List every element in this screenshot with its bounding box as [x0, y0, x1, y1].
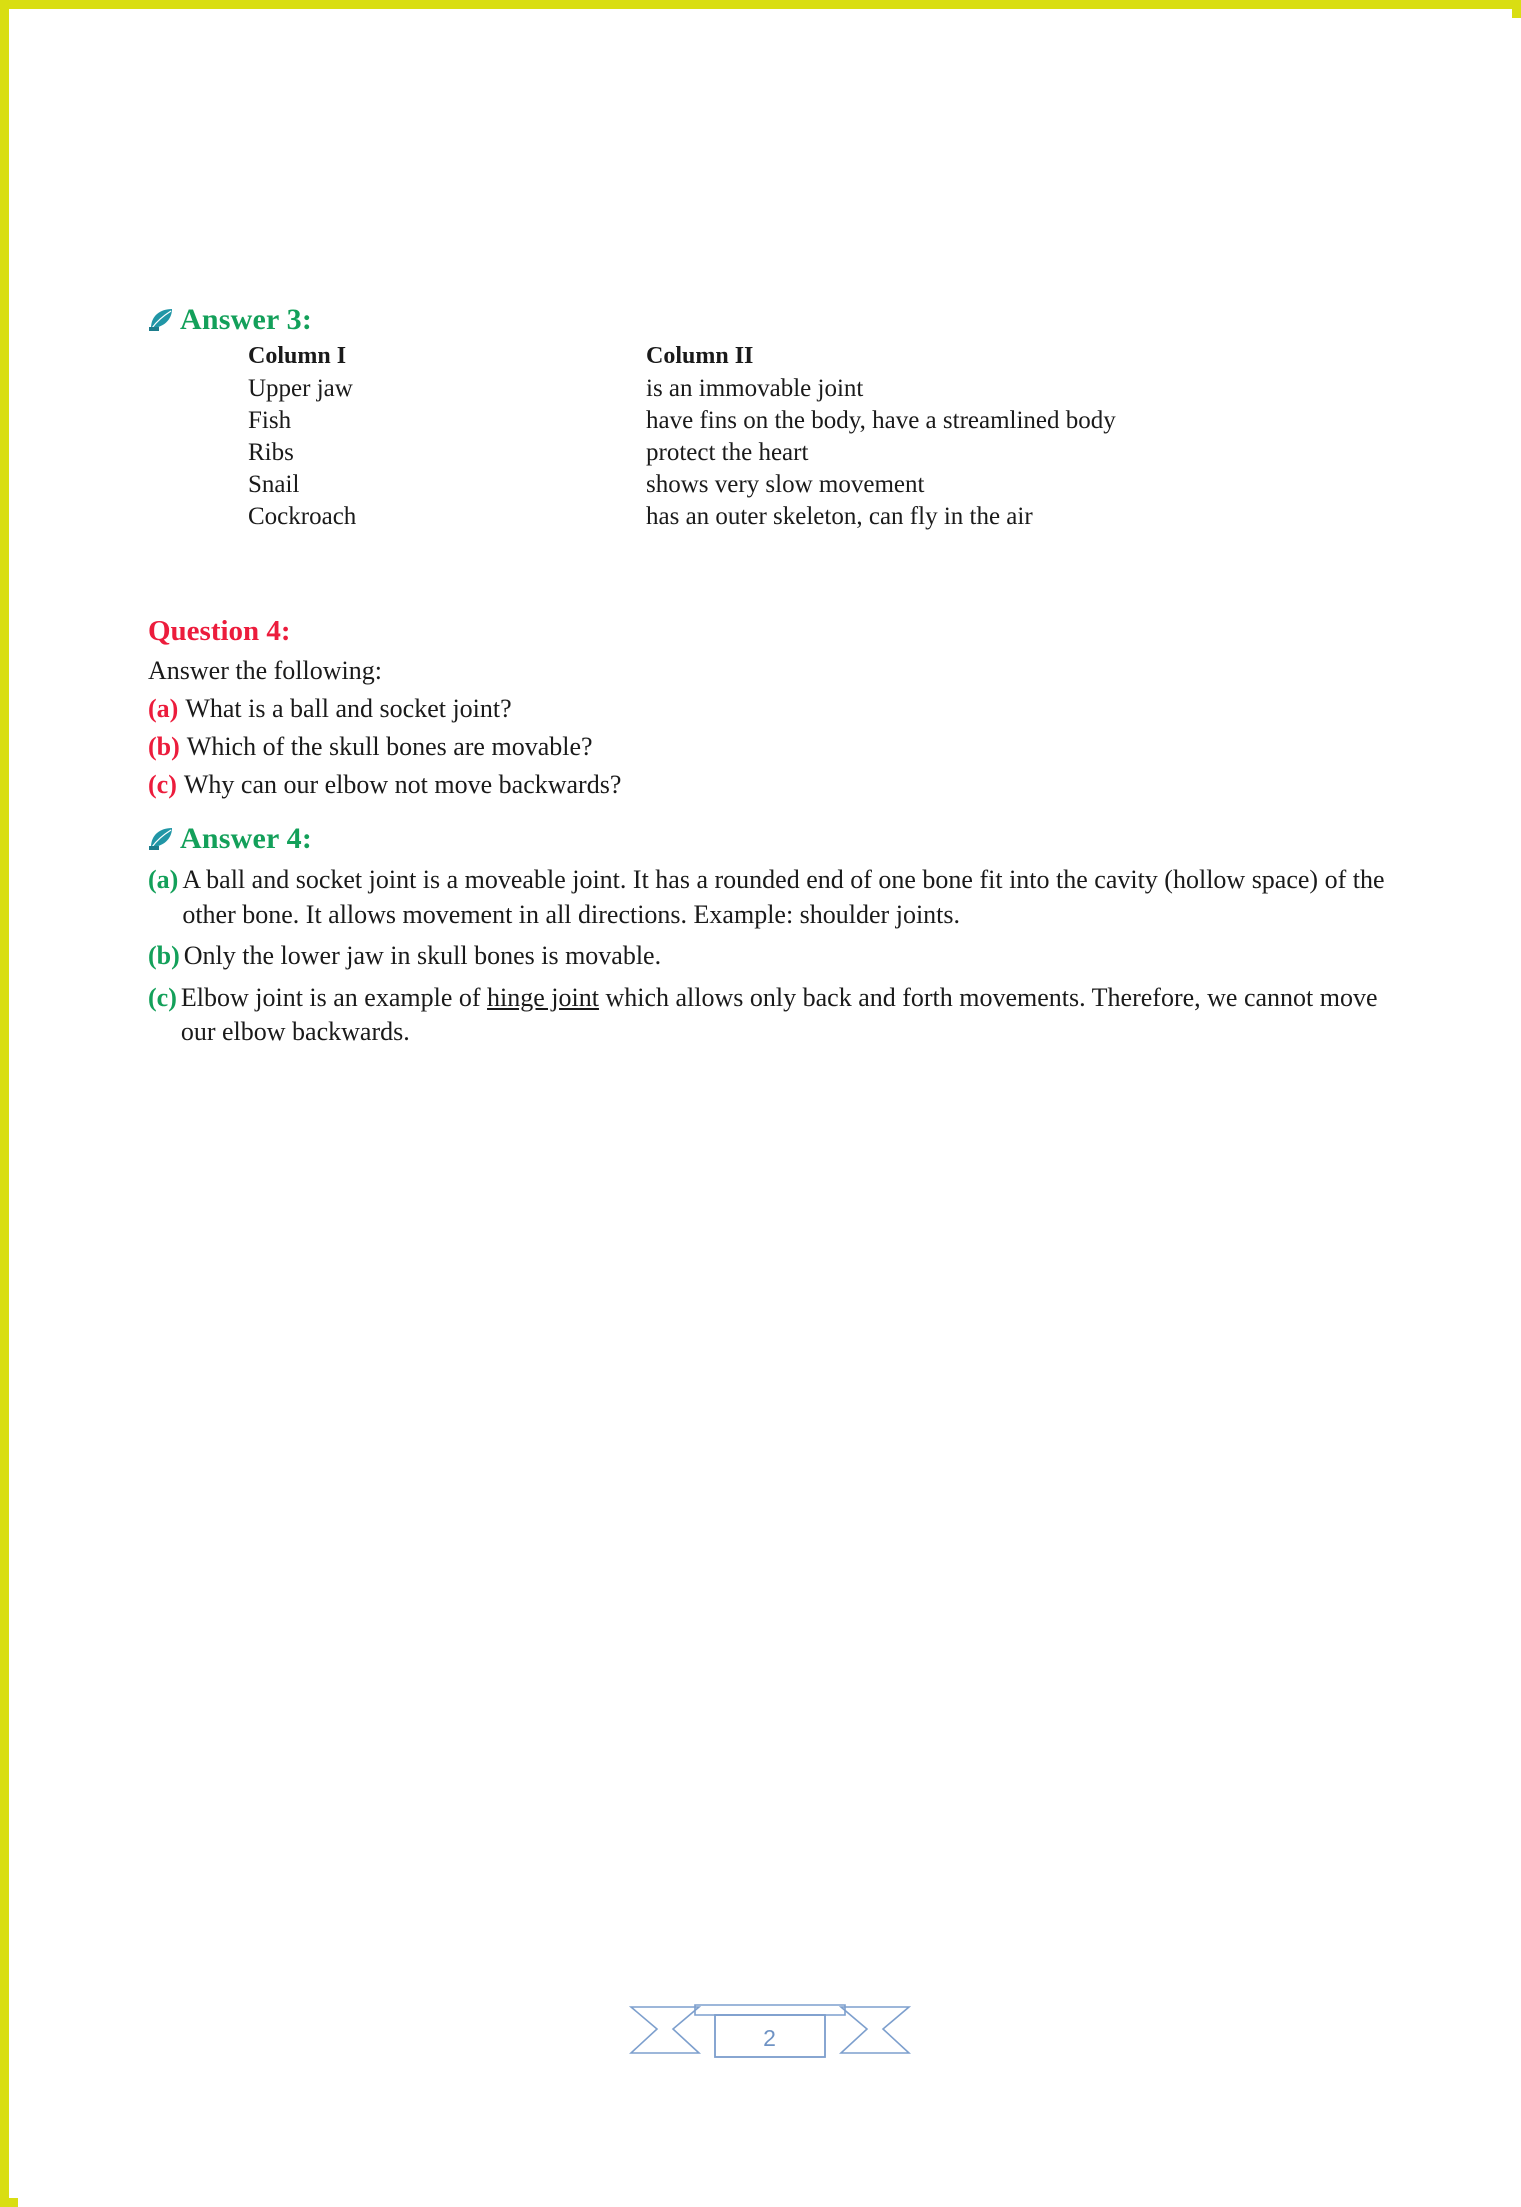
column-header-2: Column II [646, 343, 754, 369]
table-cell-column1: Ribs [248, 439, 294, 466]
answer-item-label: (c) [148, 982, 177, 1012]
table-cell-column1: Upper jaw [248, 375, 353, 402]
footer-ribbon [629, 1993, 911, 2073]
leaf-icon [148, 826, 174, 852]
question-item-label: (c) [148, 770, 177, 799]
leaf-icon [148, 307, 174, 333]
table-row [148, 469, 1418, 501]
table-row [148, 437, 1418, 469]
table-cell-column2: shows very slow movement [646, 471, 925, 498]
table-row [148, 501, 1418, 533]
page-body [18, 18, 1521, 2207]
table-cell-column1: Cockroach [248, 503, 357, 530]
question-item-label: (a) [148, 694, 179, 723]
table-row [148, 405, 1418, 437]
answer-4-heading-label: Answer 4: [180, 822, 313, 855]
table-cell-column2: is an immovable joint [646, 375, 864, 402]
table-cell-column2: has an outer skeleton, can fly in the air [646, 503, 1033, 530]
answer-3-heading [148, 303, 1418, 337]
answer-4-heading [148, 822, 1418, 856]
answer-4-item-a [148, 863, 1418, 932]
question-4-item-a [148, 694, 1418, 724]
answer-4-item-c [148, 981, 1418, 1050]
answer-item-label: (a) [148, 865, 179, 894]
question-4-heading: Question 4: [148, 615, 291, 647]
question-4-item-c [148, 770, 1418, 800]
answer-item-text-before: Elbow joint is an example of [180, 982, 488, 1012]
table-cell-column1: Snail [248, 471, 300, 498]
answer-item-text [181, 981, 1418, 1050]
table-row [148, 373, 1418, 405]
answer-item-text-after: which allows only back and forth movements. Therefore, we cannot move our elbow backwards. [180, 982, 1378, 1047]
answer-item-text: A ball and socket joint is a moveable joint. It has a rounded end of one bone fit into the cavity (hollow space) of the other bone. It allows movement in all directions. Example: shoulder joints. [182, 865, 1385, 929]
answer-item-label: (b) [148, 941, 180, 971]
answer-3-heading-label: Answer 3: [180, 303, 313, 336]
column-header-1: Column I [248, 343, 347, 369]
question-item-label: (b) [148, 732, 180, 761]
answer-item-text-underlined: hinge joint [487, 982, 599, 1012]
question-4-intro: Answer the following: [148, 656, 382, 685]
answer-4-item-b [148, 939, 1418, 974]
column-match-table [148, 343, 1418, 533]
page-footer [18, 1993, 1521, 2073]
page-number: 2 [763, 2025, 776, 2051]
table-cell-column1: Fish [248, 407, 292, 434]
question-item-text: Which of the skull bones are movable? [186, 732, 593, 761]
table-cell-column2: have fins on the body, have a streamlined body [646, 407, 1116, 434]
question-4-item-b [148, 732, 1418, 762]
answer-item-text: Only the lower jaw in skull bones is movable. [183, 941, 662, 971]
table-header-row [148, 343, 1418, 373]
document-content [148, 303, 1418, 1050]
question-item-text: Why can our elbow not move backwards? [183, 770, 622, 799]
table-cell-column2: protect the heart [646, 439, 809, 466]
question-item-text: What is a ball and socket joint? [185, 694, 512, 723]
